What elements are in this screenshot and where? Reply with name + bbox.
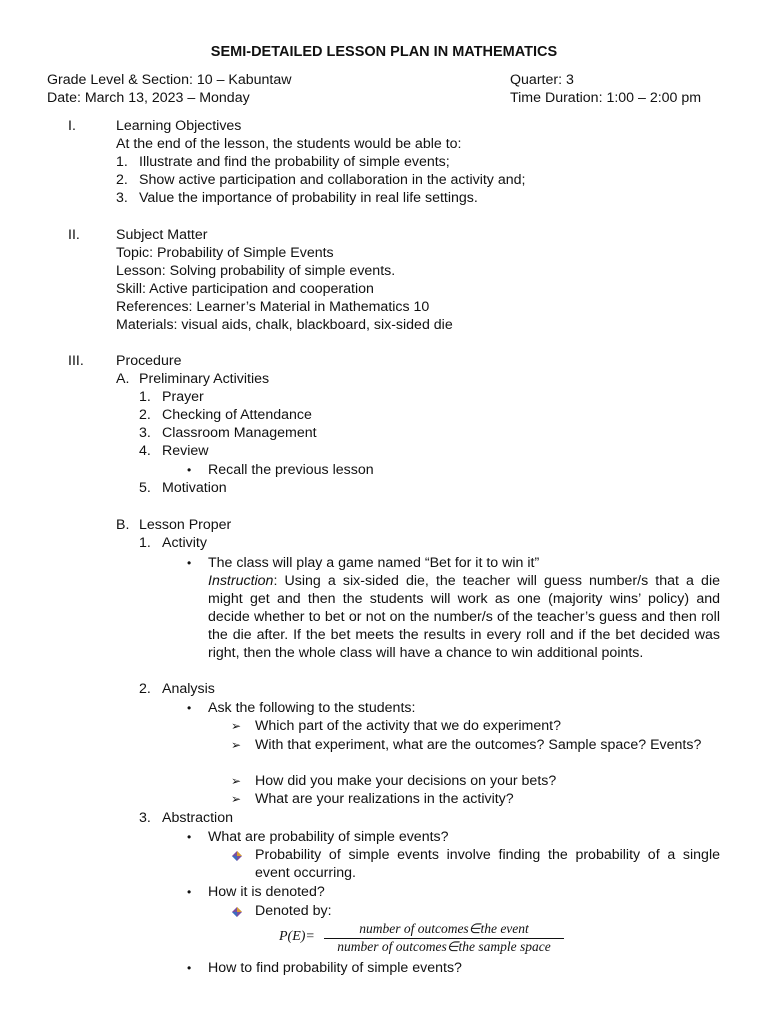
list-item: Value the importance of probability in real life settings.: [139, 190, 478, 206]
list-number: 3.: [116, 190, 128, 206]
bullet-text: Ask the following to the students:: [208, 700, 416, 716]
arrow-bullet-icon: ➢: [231, 774, 242, 788]
grade-section: Grade Level & Section: 10 – Kabuntaw: [47, 72, 292, 88]
list-number: 3.: [139, 810, 151, 826]
subject-line: Topic: Probability of Simple Events: [116, 245, 334, 261]
section-heading: Learning Objectives: [116, 118, 242, 134]
quarter: Quarter: 3: [510, 72, 574, 88]
bullet-icon: •: [187, 556, 192, 570]
instruction-text: : Using a six-sided die, the teacher will guess number/s that a die might get and then the students will work as one (majority wins’ policy) and decide whether to bet or not on the number/s of the teacher’s guess and then roll the die after. If the bet meets the results in every roll and if the bet decided was right, then the whole class will have a chance to win additional points.: [208, 573, 720, 661]
arrow-bullet-icon: ➢: [231, 738, 242, 752]
list-item: Checking of Attendance: [162, 407, 312, 423]
bullet-icon: •: [187, 463, 192, 477]
instruction-label: Instruction: [208, 573, 274, 589]
list-item: Abstraction: [162, 810, 233, 826]
list-number: 5.: [139, 480, 151, 496]
formula-denominator: number of outcomes∈the sample space: [337, 939, 551, 954]
question-item: How did you make your decisions on your bets?: [255, 773, 557, 789]
list-number: 1.: [139, 535, 151, 551]
bullet-text: How it is denoted?: [208, 884, 325, 900]
sub-heading: Preliminary Activities: [139, 371, 270, 387]
list-number: 1.: [139, 389, 151, 405]
formula-lhs: P(E)=: [279, 929, 315, 944]
bullet-icon: •: [187, 830, 192, 844]
question-item: What are your realizations in the activity?: [255, 791, 514, 807]
bullet-text: Recall the previous lesson: [208, 462, 374, 478]
question-item: Which part of the activity that we do experiment?: [255, 718, 561, 734]
subject-line: References: Learner’s Material in Mathematics 10: [116, 299, 430, 315]
section-number: II.: [68, 227, 80, 243]
list-item: Analysis: [162, 681, 215, 697]
list-number: 2.: [139, 681, 151, 697]
bullet-icon: •: [187, 885, 192, 899]
section-number: I.: [68, 118, 76, 134]
objectives-intro: At the end of the lesson, the students would be able to:: [116, 136, 462, 152]
list-number: 3.: [139, 425, 151, 441]
formula-numerator: number of outcomes∈the event: [359, 921, 529, 936]
time-duration: Time Duration: 1:00 – 2:00 pm: [510, 90, 702, 106]
diamond-bullet-icon: [232, 907, 242, 917]
bullet-text: The class will play a game named “Bet for it to win it”: [208, 555, 540, 571]
list-item: Review: [162, 443, 209, 459]
bullet-icon: •: [187, 701, 192, 715]
list-item: Prayer: [162, 389, 204, 405]
section-number: III.: [68, 353, 84, 369]
list-number: 2.: [139, 407, 151, 423]
arrow-bullet-icon: ➢: [231, 719, 242, 733]
sub-letter: B.: [116, 517, 130, 533]
list-number: 4.: [139, 443, 151, 459]
subject-line: Lesson: Solving probability of simple events.: [116, 263, 396, 279]
list-item: Classroom Management: [162, 425, 317, 441]
answer-text: Denoted by:: [255, 903, 332, 919]
bullet-icon: •: [187, 961, 192, 975]
subject-line: Materials: visual aids, chalk, blackboard, six-sided die: [116, 317, 453, 333]
list-item: Activity: [162, 535, 207, 551]
question-item: With that experiment, what are the outcomes? Sample space? Events?: [255, 737, 702, 753]
section-heading: Procedure: [116, 353, 182, 369]
sub-letter: A.: [116, 371, 130, 387]
list-item: Show active participation and collaboration in the activity and;: [139, 172, 526, 188]
list-number: 1.: [116, 154, 128, 170]
list-item: Motivation: [162, 480, 227, 496]
section-heading: Subject Matter: [116, 227, 208, 243]
subject-line: Skill: Active participation and cooperation: [116, 281, 374, 297]
list-item: Illustrate and find the probability of simple events;: [139, 154, 450, 170]
list-number: 2.: [116, 172, 128, 188]
bullet-text: What are probability of simple events?: [208, 829, 449, 845]
page-title: SEMI-DETAILED LESSON PLAN IN MATHEMATICS: [210, 44, 558, 60]
bullet-text: How to find probability of simple events?: [208, 960, 462, 976]
sub-heading: Lesson Proper: [139, 517, 232, 533]
diamond-bullet-icon: [232, 851, 242, 861]
lesson-date: Date: March 13, 2023 – Monday: [47, 90, 250, 106]
answer-text: Probability of simple events involve finding the probability of a single event occurring.: [255, 847, 720, 881]
instruction-paragraph: [208, 572, 720, 662]
arrow-bullet-icon: ➢: [231, 792, 242, 806]
